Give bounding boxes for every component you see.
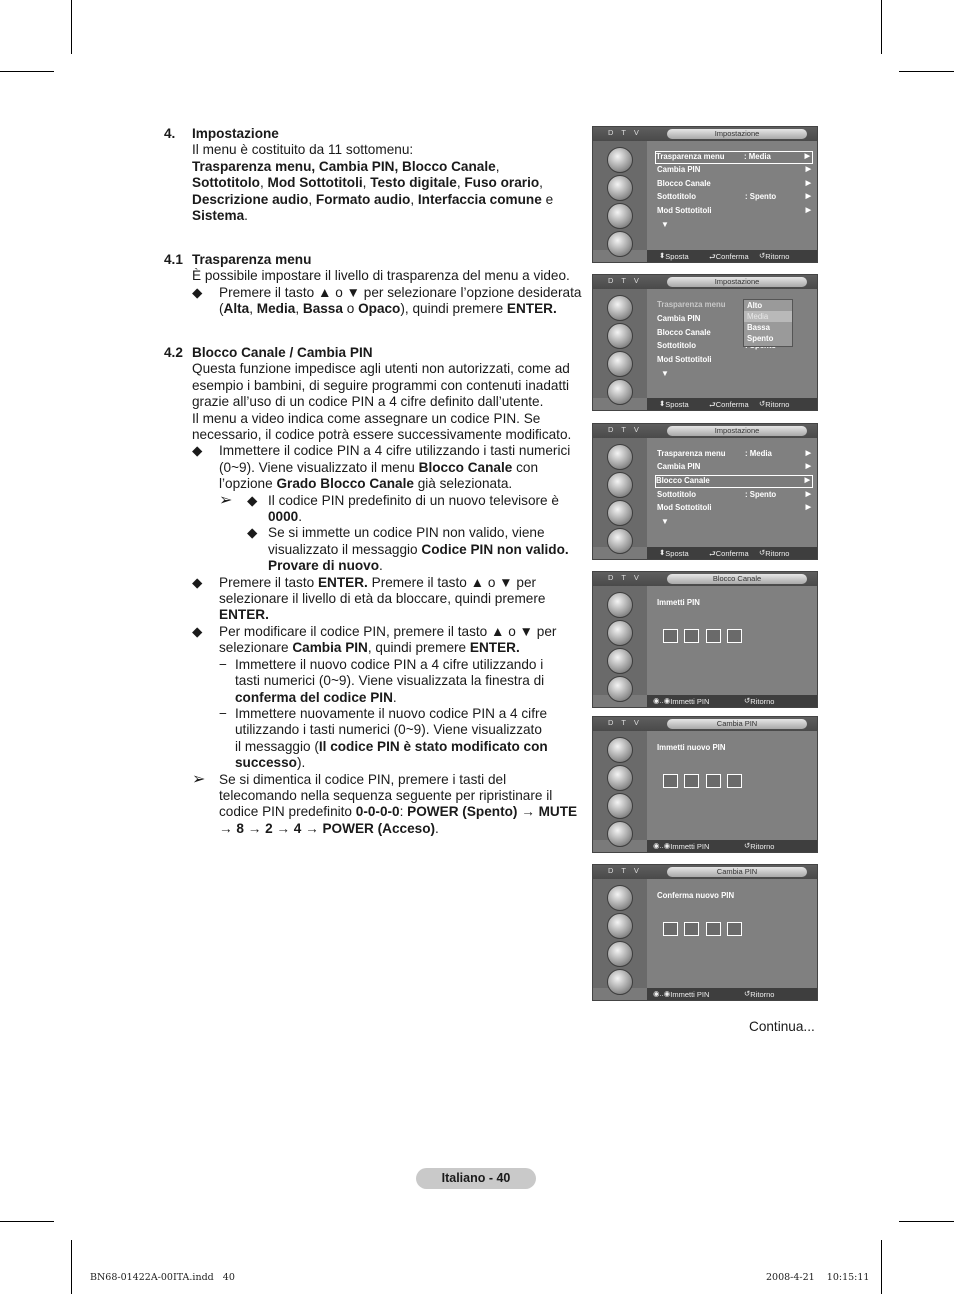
setup-icon: [607, 648, 633, 674]
note-text: Se si dimentica il codice PIN, premere i tasti del: [219, 771, 507, 787]
scroll-down-icon: ▼: [661, 517, 669, 526]
bullet-text: ENTER.: [219, 607, 269, 623]
menu-item: Mod Sottotitoli ▶: [657, 503, 811, 512]
menu-item: Blocco Canale: [657, 328, 711, 337]
pin-prompt: Conferma nuovo PIN: [657, 891, 735, 900]
crop-mark: [899, 1221, 954, 1222]
menu-item: Sottotitolo: [657, 341, 696, 350]
menu-sidebar: [593, 438, 647, 547]
dash-icon: −: [219, 656, 227, 672]
menu-sidebar: [593, 141, 647, 250]
pin-digit-box: [706, 629, 721, 643]
menu-item: Trasparenza menu : Media ▶: [657, 449, 811, 458]
section-title: Blocco Canale / Cambia PIN: [192, 345, 373, 360]
step-text: conferma del codice PIN.: [235, 689, 397, 705]
print-slug-file: BN68-01422A-00ITA.indd 40: [90, 1272, 235, 1283]
menu-item: Trasparenza menu : Media ▶: [655, 151, 813, 164]
menu-item: Blocco Canale ▶: [657, 179, 811, 188]
input-icon: [607, 231, 633, 257]
note-arrow-icon: ➢: [219, 491, 233, 509]
bullet-icon: ◆: [192, 624, 203, 639]
bullet-text: Per modificare il codice PIN, premere il tasto ▲ o ▼ per: [219, 624, 557, 639]
submenu-list: Sistema.: [192, 208, 248, 223]
bullet-icon: ◆: [192, 574, 203, 590]
crop-mark: [71, 1240, 72, 1294]
bullet-text: (Alta, Media, Bassa o Opaco), quindi premere ENTER.: [219, 301, 557, 317]
note-text: Se si immette un codice PIN non valido, viene: [268, 525, 545, 541]
picture-icon: [607, 592, 633, 618]
setup-icon: [607, 941, 633, 967]
bullet-text: selezionare Cambia PIN, quindi premere ENTER.: [219, 640, 520, 656]
tv-menu-screenshot: [592, 571, 818, 708]
bullet-text: Immettere il codice PIN a 4 cifre utilizzando i tasti numerici: [219, 443, 571, 459]
setup-icon: [607, 793, 633, 819]
note-text: Il codice PIN predefinito di un nuovo televisore è: [268, 492, 559, 508]
pin-digit-box: [706, 922, 721, 936]
step-text: successo).: [235, 755, 306, 771]
note-text: telecomando nella sequenza seguente per ripristinare il: [219, 788, 553, 803]
pin-digit-box: [684, 629, 699, 643]
input-icon: [607, 676, 633, 702]
pin-digit-box: [727, 629, 742, 643]
picture-icon: [607, 444, 633, 470]
dtv-label: D T V: [608, 866, 642, 875]
bullet-icon: ◆: [192, 443, 203, 459]
note-text: 0000.: [268, 509, 303, 524]
input-icon: [607, 821, 633, 847]
dash-icon: −: [219, 706, 227, 721]
scroll-down-icon: ▼: [661, 369, 669, 378]
section-number: 4.: [164, 126, 176, 141]
dtv-label: D T V: [608, 718, 642, 727]
submenu-list: Trasparenza menu, Cambia PIN, Blocco Canale: [192, 158, 496, 174]
menu-title: Impostazione: [667, 129, 807, 139]
dtv-label: D T V: [608, 276, 642, 285]
print-slug-date: 2008-4-21 10:15:11: [766, 1272, 870, 1283]
pin-digit-box: [727, 774, 742, 788]
continue-link: Continua...: [749, 1019, 815, 1034]
note-text: codice PIN predefinito 0-0-0-0: POWER (Spento) → MUTE: [219, 804, 578, 820]
menu-title: Cambia PIN: [667, 719, 807, 729]
pin-digit-box: [663, 922, 678, 936]
section-number: 4.1: [164, 252, 183, 267]
paragraph: Questa funzione impedisce agli utenti non autorizzati, come ad: [192, 361, 570, 377]
pin-digit-box: [684, 922, 699, 936]
menu-title: Blocco Canale: [667, 574, 807, 584]
submenu-list: Descrizione audio, Formato audio, Interfaccia comune e: [192, 191, 554, 207]
crop-mark: [0, 1221, 54, 1222]
bullet-text: (0~9). Viene visualizzato il menu Blocco Canale con: [219, 459, 539, 475]
menu-title: Impostazione: [667, 426, 807, 436]
menu-title: Impostazione: [667, 277, 807, 287]
setup-icon: [607, 203, 633, 229]
crop-mark: [881, 1240, 882, 1294]
pin-prompt: Immetti nuovo PIN: [657, 743, 726, 752]
tv-menu-screenshot: [592, 126, 818, 263]
option: Spento: [747, 334, 774, 343]
menu-sidebar: [593, 289, 647, 398]
note-text: → 8 → 2 → 4 → POWER (Acceso).: [219, 820, 439, 836]
bullet-text: Premere il tasto ENTER. Premere il tasto ▲ o ▼ per: [219, 574, 537, 590]
pin-digit-box: [706, 774, 721, 788]
pin-digit-box: [663, 629, 678, 643]
pin-digit-box: [727, 922, 742, 936]
note-text: visualizzato il messaggio Codice PIN non valido.: [268, 541, 569, 557]
setup-icon: [607, 500, 633, 526]
picture-icon: [607, 147, 633, 173]
crop-mark: [899, 71, 954, 72]
bullet-text: selezionare il livello di età da bloccare, quindi premere: [219, 591, 546, 606]
menu-sidebar: [593, 731, 647, 840]
menu-item: Trasparenza menu: [657, 300, 726, 309]
dtv-label: D T V: [608, 573, 642, 582]
paragraph: Il menu a video indica come assegnare un codice PIN. Se: [192, 410, 541, 426]
bullet-icon: ◆: [247, 492, 258, 508]
menu-footer: ⬍ Sposta ⮐ Conferma ↺ Ritorno: [647, 547, 817, 559]
input-icon: [607, 528, 633, 554]
tv-menu-screenshot: [592, 864, 818, 1001]
sound-icon: [607, 323, 633, 349]
crop-mark: [881, 0, 882, 54]
option: Alto: [747, 301, 763, 310]
picture-icon: [607, 885, 633, 911]
step-text: Immettere nuovamente il nuovo codice PIN a 4 cifre: [235, 706, 548, 721]
menu-item: Mod Sottotitoli ▶: [657, 206, 811, 215]
menu-footer: ⬍ Sposta ⮐ Conferma ↺ Ritorno: [647, 250, 817, 262]
menu-footer: ⬍ Sposta ⮐ Conferma ↺ Ritorno: [647, 398, 817, 410]
section-number: 4.2: [164, 345, 183, 360]
bullet-text: l’opzione Grado Blocco Canale già selezionata.: [219, 476, 513, 492]
sound-icon: [607, 472, 633, 498]
menu-item: Cambia PIN: [657, 314, 701, 323]
menu-item: Blocco Canale ▶: [655, 475, 813, 488]
crop-mark: [0, 71, 54, 72]
menu-item: Cambia PIN ▶: [657, 462, 811, 471]
paragraph: necessario, il codice potrà essere successivamente modificato.: [192, 427, 572, 442]
pin-prompt: Immetti PIN: [657, 598, 700, 607]
tv-menu-screenshot: [592, 423, 818, 560]
paragraph: Il menu è costituito da 11 sottomenu:: [192, 142, 414, 158]
crop-mark: [71, 0, 72, 54]
menu-item: Sottotitolo : Spento ▶: [657, 490, 811, 499]
menu-item: Sottotitolo : Spento ▶: [657, 192, 811, 201]
picture-icon: [607, 737, 633, 763]
paragraph: grazie all’uso di un codice PIN a 4 cifre definito dall’utente.: [192, 394, 544, 410]
paragraph: esempio i bambini, di seguire programmi con contenuti inadatti: [192, 377, 570, 393]
menu-footer: ◉..◉ Immetti PIN ↺ Ritorno: [647, 988, 817, 1000]
menu-sidebar: [593, 586, 647, 695]
dtv-label: D T V: [608, 425, 642, 434]
submenu-list: Sottotitolo, Mod Sottotitoli, Testo digitale, Fuso orario,: [192, 175, 543, 191]
step-text: Immettere il nuovo codice PIN a 4 cifre utilizzando i: [235, 656, 544, 672]
setup-icon: [607, 351, 633, 377]
option: Media: [744, 311, 792, 322]
paragraph: È possibile impostare il livello di trasparenza del menu a video.: [192, 268, 570, 284]
section-title: Impostazione: [192, 126, 279, 141]
step-text: il messaggio (Il codice PIN è stato modificato con: [235, 738, 548, 754]
note-arrow-icon: ➢: [192, 770, 206, 788]
menu-item: Mod Sottotitoli: [657, 355, 712, 364]
option: Bassa: [747, 323, 770, 332]
scroll-down-icon: ▼: [661, 220, 669, 229]
bullet-icon: ◆: [192, 284, 203, 300]
tv-menu-screenshot: [592, 716, 818, 853]
tv-menu-screenshot: [592, 274, 818, 411]
menu-footer: ◉..◉ Immetti PIN ↺ Ritorno: [647, 840, 817, 852]
sound-icon: [607, 175, 633, 201]
bullet-icon: ◆: [247, 525, 258, 541]
pin-digit-box: [684, 774, 699, 788]
step-text: utilizzando i tasti numerici (0~9). Viene visualizzato: [235, 722, 542, 738]
note-text: Provare di nuovo.: [268, 558, 383, 574]
dtv-label: D T V: [608, 128, 642, 137]
menu-sidebar: [593, 879, 647, 988]
sound-icon: [607, 765, 633, 791]
section-title: Trasparenza menu: [192, 252, 312, 267]
pin-digit-box: [663, 774, 678, 788]
sound-icon: [607, 913, 633, 939]
bullet-text: Premere il tasto ▲ o ▼ per selezionare l’opzione desiderata: [219, 284, 582, 300]
menu-footer: ◉..◉ Immetti PIN ↺ Ritorno: [647, 695, 817, 707]
input-icon: [607, 379, 633, 405]
step-text: tasti numerici (0~9). Viene visualizzata la finestra di: [235, 673, 545, 689]
page-number: Italiano - 40: [416, 1168, 536, 1189]
sound-icon: [607, 620, 633, 646]
input-icon: [607, 969, 633, 995]
menu-title: Cambia PIN: [667, 867, 807, 877]
picture-icon: [607, 295, 633, 321]
dropdown-options: [743, 299, 793, 347]
menu-item: Cambia PIN ▶: [657, 165, 811, 174]
